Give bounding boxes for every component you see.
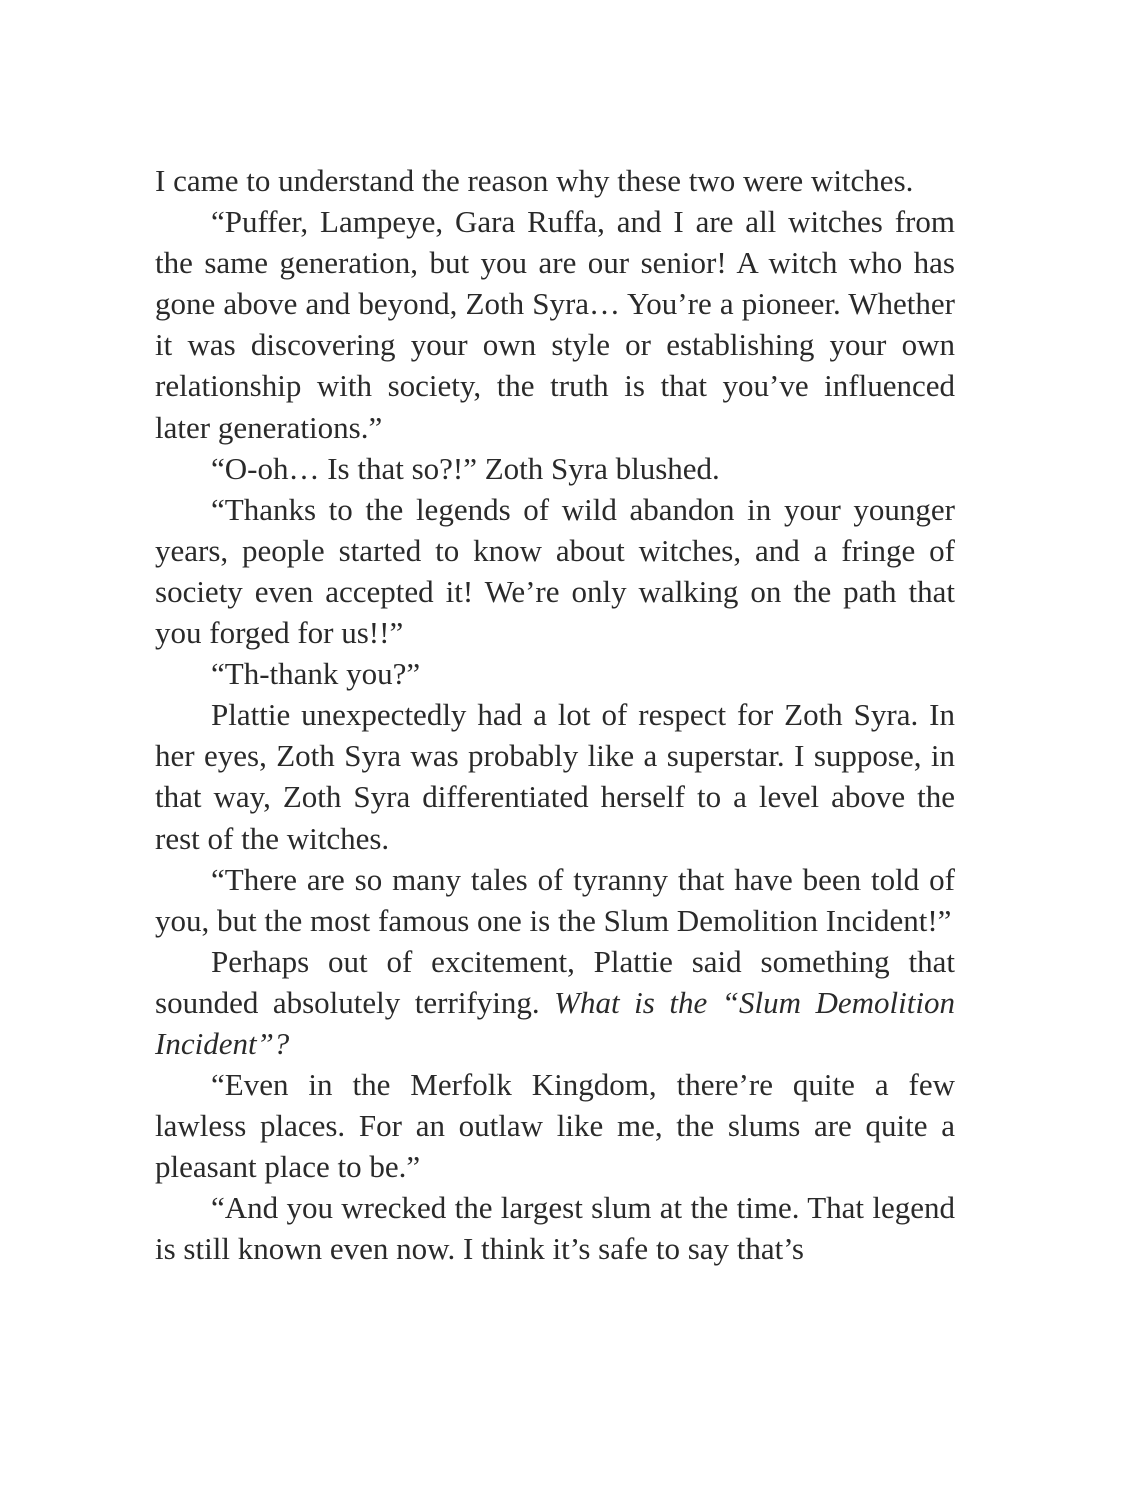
paragraph	[155, 201, 955, 448]
text-segment: I came to understand the reason why these two were witches.	[155, 163, 914, 198]
text-segment: “And you wrecked the largest slum at the time. That legend is still known even now. I think it’s safe to say that’s	[155, 1190, 955, 1267]
book-page	[155, 160, 955, 1270]
text-segment: Plattie unexpectedly had a lot of respect for Zoth Syra. In her eyes, Zoth Syra was probably like a superstar. I suppose, in that way, Zoth Syra differentiated herself to a level above the rest of the witches.	[155, 697, 955, 856]
text-segment: “O-oh… Is that so?!” Zoth Syra blushed.	[211, 450, 720, 486]
paragraph	[155, 859, 955, 941]
paragraph	[155, 1064, 955, 1187]
text-segment: “Thanks to the legends of wild abandon in your younger years, people started to know about witches, and a fringe of society even accepted it! We’re only walking on the path that you forged for us!!”	[155, 491, 955, 651]
paragraph	[155, 448, 955, 489]
text-segment: “Th-thank you?”	[211, 656, 421, 692]
text-segment: “Even in the Merfolk Kingdom, there’re quite a few lawless places. For an outlaw like me, the slums are quite a pleasant place to be.”	[155, 1067, 955, 1185]
italic-thought: What is the “Slum Demolition Incident”?	[155, 984, 955, 1061]
paragraph	[155, 489, 955, 653]
paragraph	[155, 694, 955, 858]
text-segment: Perhaps out of excitement, Plattie said something that sounded absolutely terrifying.	[155, 943, 955, 1020]
paragraph	[155, 160, 955, 201]
text-segment: “There are so many tales of tyranny that have been told of you, but the most famous one is the Slum Demolition Incident!”	[155, 861, 955, 938]
paragraph	[155, 1187, 955, 1269]
paragraph	[155, 653, 955, 694]
text-segment: “Puffer, Lampeye, Gara Ruffa, and I are all witches from the same generation, but you are our senior! A witch who has gone above and beyond, Zoth Syra… You’re a pioneer. Whether it was discovering your own style or establishing your own relationship with society, the truth is that you’ve influenced later generations.”	[155, 204, 955, 445]
paragraph	[155, 941, 955, 1064]
